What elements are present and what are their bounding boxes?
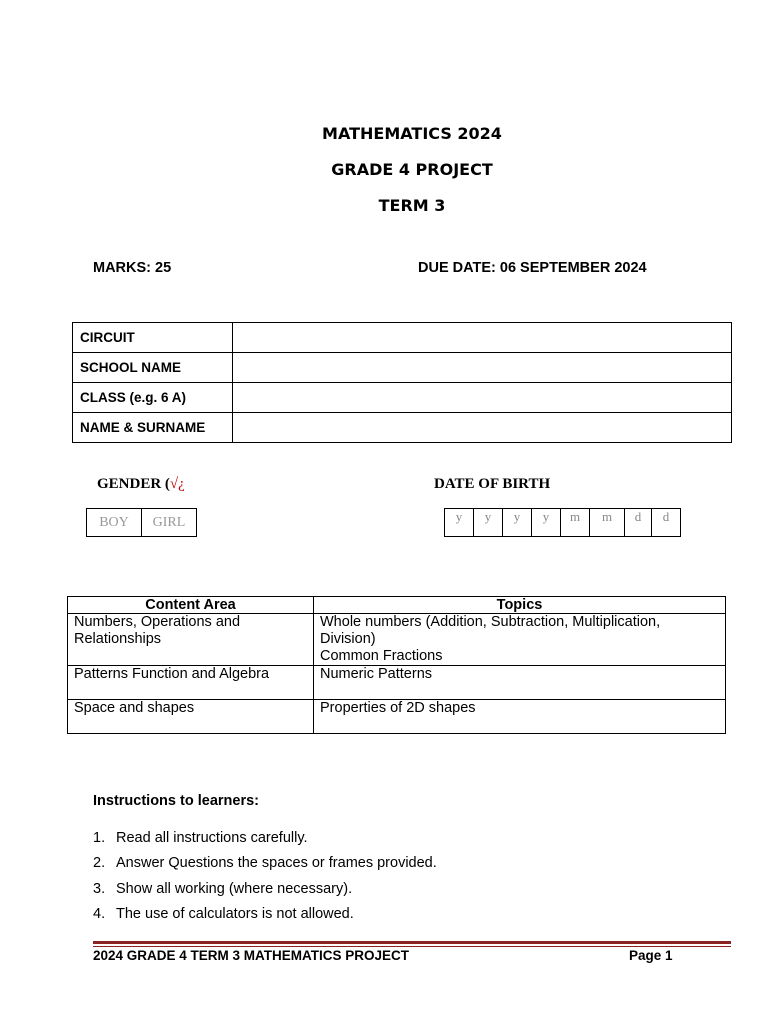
page-number: Page 1 [629,948,673,963]
topic-text: Whole numbers (Addition, Subtraction, Multiplication, Division) [320,614,661,647]
term-heading: TERM 3 [378,196,446,215]
instructions-list [93,828,437,929]
gender-option-girl[interactable]: GIRL [142,509,197,537]
instruction-text: Show all working (where necessary). [116,880,353,897]
dob-year-box[interactable]: y [445,509,474,537]
info-row-name [73,413,732,443]
list-number: 2. [93,855,106,872]
list-number: 1. [93,830,106,846]
instruction-text: The use of calculators is not allowed. [116,905,354,922]
info-label: SCHOOL NAME [73,353,233,383]
info-label: CIRCUIT [73,323,233,353]
gender-label [97,476,185,493]
dob-year-box[interactable]: y [474,509,503,537]
info-row-class [73,383,732,413]
instruction-text: Answer Questions the spaces or frames provided. [116,855,437,872]
dob-year-box[interactable]: y [532,509,561,537]
list-item [93,828,437,853]
topics-cell [314,614,726,666]
dob-month-box[interactable]: m [590,509,625,537]
check-mark-symbol: √¿ [169,476,185,492]
content-area-cell: Space and shapes [68,700,314,734]
column-header: Content Area [68,597,314,614]
gender-label-text: GENDER ( [97,476,170,492]
marks-label: MARKS: 25 [93,260,172,276]
gender-options [86,508,197,537]
table-row [68,700,726,734]
footer-rule-thick [93,941,731,944]
document-title: MATHEMATICS 2024 [322,124,502,143]
due-date-label: DUE DATE: 06 SEPTEMBER 2024 [418,260,647,276]
info-label: CLASS (e.g. 6 A) [73,383,233,413]
content-area-cell: Patterns Function and Algebra [68,666,314,700]
learner-info-table [72,322,732,443]
table-header-row [68,597,726,614]
table-row [68,666,726,700]
grade-heading: GRADE 4 PROJECT [331,160,493,179]
dob-month-box[interactable]: m [561,509,590,537]
topics-cell: Properties of 2D shapes [314,700,726,734]
instruction-text: Read all instructions carefully. [116,830,308,846]
dob-year-box[interactable]: y [503,509,532,537]
class-field[interactable] [233,383,732,413]
table-row [68,614,726,666]
list-number: 3. [93,880,106,897]
list-item [93,853,437,878]
name-surname-field[interactable] [233,413,732,443]
date-of-birth-label: DATE OF BIRTH [434,476,551,492]
info-row-school [73,353,732,383]
info-row-circuit [73,323,732,353]
list-item [93,904,437,929]
date-of-birth-boxes [444,508,681,537]
dob-day-box[interactable]: d [652,509,681,537]
list-number: 4. [93,905,106,922]
dob-day-box[interactable]: d [625,509,652,537]
content-area-cell: Numbers, Operations and Relationships [68,614,314,666]
gender-option-boy[interactable]: BOY [87,509,142,537]
footer-rule-thin [93,946,731,947]
list-item [93,879,437,904]
topics-cell: Numeric Patterns [314,666,726,700]
column-header: Topics [314,597,726,614]
content-topics-table [67,596,726,734]
instructions-heading: Instructions to learners: [93,793,259,809]
footer-title: 2024 GRADE 4 TERM 3 MATHEMATICS PROJECT [93,948,410,963]
school-name-field[interactable] [233,353,732,383]
circuit-field[interactable] [233,323,732,353]
topic-text: Common Fractions [320,648,443,664]
info-label: NAME & SURNAME [73,413,233,443]
